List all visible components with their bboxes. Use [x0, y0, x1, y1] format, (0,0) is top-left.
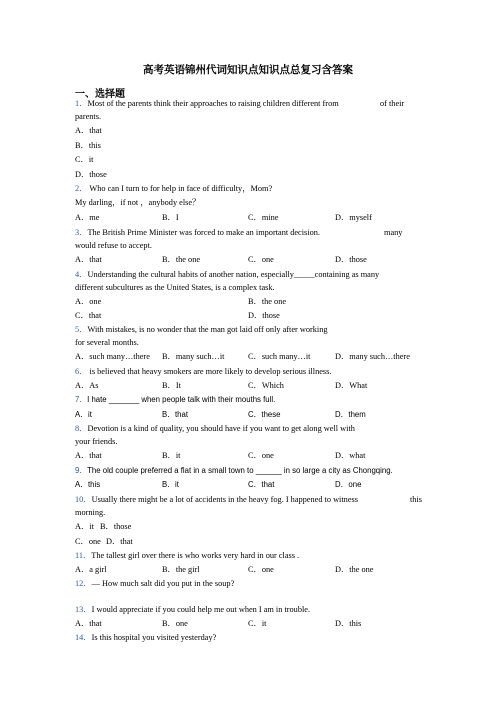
question-10-option-d[interactable]: D．that — [106, 537, 133, 546]
question-1-continuation: parents. — [75, 112, 102, 121]
question-9-stem: 9．The old couple preferred a flat in a small town to ______ in so large a city as Chongqing. — [75, 466, 393, 475]
question-7-option-c[interactable]: C．these — [248, 410, 281, 419]
question-9-option-d[interactable]: D．one — [335, 480, 362, 489]
question-3-option-d[interactable]: D．those — [335, 255, 367, 264]
question-13-option-c[interactable]: C．it — [248, 619, 267, 628]
question-6-stem: 6． is believed that heavy smokers are more likely to develop serious illness. — [75, 367, 332, 376]
question-9-option-c[interactable]: C．that — [248, 480, 275, 489]
question-11-stem: 11．The tallest girl over there is who works very hard in our class . — [75, 551, 300, 560]
question-1-option-a[interactable]: A．that — [75, 126, 102, 135]
question-4-continuation: different subcultures as the United States, is a complex task. — [75, 283, 275, 292]
question-2-continuation: My darling，if not ，anybody else？ — [75, 198, 201, 207]
question-8-option-b[interactable]: B．it — [162, 451, 181, 460]
question-4-stem: 4．Understanding the cultural habits of another nation, especially_____containing as many — [75, 270, 380, 279]
question-11-option-b[interactable]: B．the girl — [162, 565, 200, 574]
question-5-stem: 5．With mistakes, is no wonder that the man got laid off only after working — [75, 325, 328, 334]
question-8-option-d[interactable]: D．what — [335, 451, 366, 460]
question-10-option-c[interactable]: C．one — [75, 537, 101, 546]
question-3-stem-tail: many — [384, 228, 403, 237]
question-6-option-a[interactable]: A．As — [75, 381, 99, 390]
question-9-option-a[interactable]: A．this — [75, 480, 101, 489]
question-11-option-c[interactable]: C．one — [248, 565, 274, 574]
question-10-option-b[interactable]: B．those — [100, 522, 132, 531]
section-heading: 一、选择题 — [75, 89, 125, 100]
question-1-stem: 1．Most of the parents think their approaches to raising children different from — [75, 99, 339, 108]
question-4-option-d[interactable]: D．those — [248, 311, 280, 320]
question-11-option-a[interactable]: A．a girl — [75, 565, 107, 574]
question-8-stem: 8．Devotion is a kind of quality, you should have if you want to get along well with — [75, 424, 355, 433]
question-11-option-d[interactable]: D．the one — [335, 565, 374, 574]
question-7-stem: 7．I hate _______ when people talk with their mouths full. — [75, 395, 276, 404]
question-12-stem: 12．— How much salt did you put in the soup? — [75, 579, 235, 588]
question-3-option-b[interactable]: B．the one — [162, 255, 201, 264]
question-7-option-d[interactable]: D．them — [335, 410, 366, 419]
question-1-option-d[interactable]: D．those — [75, 170, 107, 179]
question-10-stem: 10．Usually there might be a lot of accidents in the heavy fog. I happened to witness — [75, 495, 358, 504]
question-8-option-a[interactable]: A．that — [75, 451, 102, 460]
question-2-option-a[interactable]: A．me — [75, 213, 100, 222]
question-3-continuation: would refuse to accept. — [75, 241, 152, 250]
question-13-option-a[interactable]: A．that — [75, 619, 102, 628]
question-2-stem: 2． Who can I turn to for help in face of difficulty，Mom? — [75, 184, 273, 193]
question-7-option-b[interactable]: B．that — [162, 410, 189, 419]
question-5-option-a[interactable]: A．such many…there — [75, 352, 150, 361]
question-3-option-a[interactable]: A．that — [75, 255, 102, 264]
question-4-option-c[interactable]: C．that — [75, 311, 102, 320]
question-5-option-b[interactable]: B．many such…it — [162, 352, 225, 361]
question-10-option-a[interactable]: A．it — [75, 522, 94, 531]
question-10-stem-tail: this — [410, 495, 422, 504]
document-title: 高考英语锦州代词知识点知识点总复习含答案 — [143, 64, 353, 76]
question-13-stem: 13．I would appreciate if you could help me out when I am in trouble. — [75, 605, 311, 614]
question-2-option-b[interactable]: B．I — [162, 213, 179, 222]
question-2-option-c[interactable]: C．mine — [248, 213, 279, 222]
question-1-option-c[interactable]: C．it — [75, 155, 94, 164]
question-1-option-b[interactable]: B．this — [75, 141, 101, 150]
question-14-stem: 14．Is this hospital you visited yesterday? — [75, 633, 217, 642]
question-8-option-c[interactable]: C．one — [248, 451, 274, 460]
question-6-option-b[interactable]: B．It — [162, 381, 181, 390]
question-9-option-b[interactable]: B．it — [162, 480, 179, 489]
question-5-option-c[interactable]: C．such many…it — [248, 352, 311, 361]
question-13-option-d[interactable]: D．this — [335, 619, 362, 628]
question-8-continuation: your friends. — [75, 437, 118, 446]
question-6-option-c[interactable]: C．Which — [248, 381, 284, 390]
question-10-continuation: morning. — [75, 508, 106, 517]
question-4-option-a[interactable]: A．one — [75, 297, 102, 306]
question-5-option-d[interactable]: D．many such…there — [335, 352, 410, 361]
question-5-continuation: for several months. — [75, 338, 139, 347]
question-7-option-a[interactable]: A．it — [75, 410, 92, 419]
question-3-option-c[interactable]: C．one — [248, 255, 274, 264]
question-2-option-d[interactable]: D．myself — [335, 213, 372, 222]
question-4-option-b[interactable]: B．the one — [248, 297, 287, 306]
question-1-stem-tail: of their — [380, 99, 405, 108]
question-13-option-b[interactable]: B．one — [162, 619, 188, 628]
question-6-option-d[interactable]: D．What — [335, 381, 368, 390]
question-3-stem: 3．The British Prime Minister was forced to make an important decision. — [75, 228, 320, 237]
